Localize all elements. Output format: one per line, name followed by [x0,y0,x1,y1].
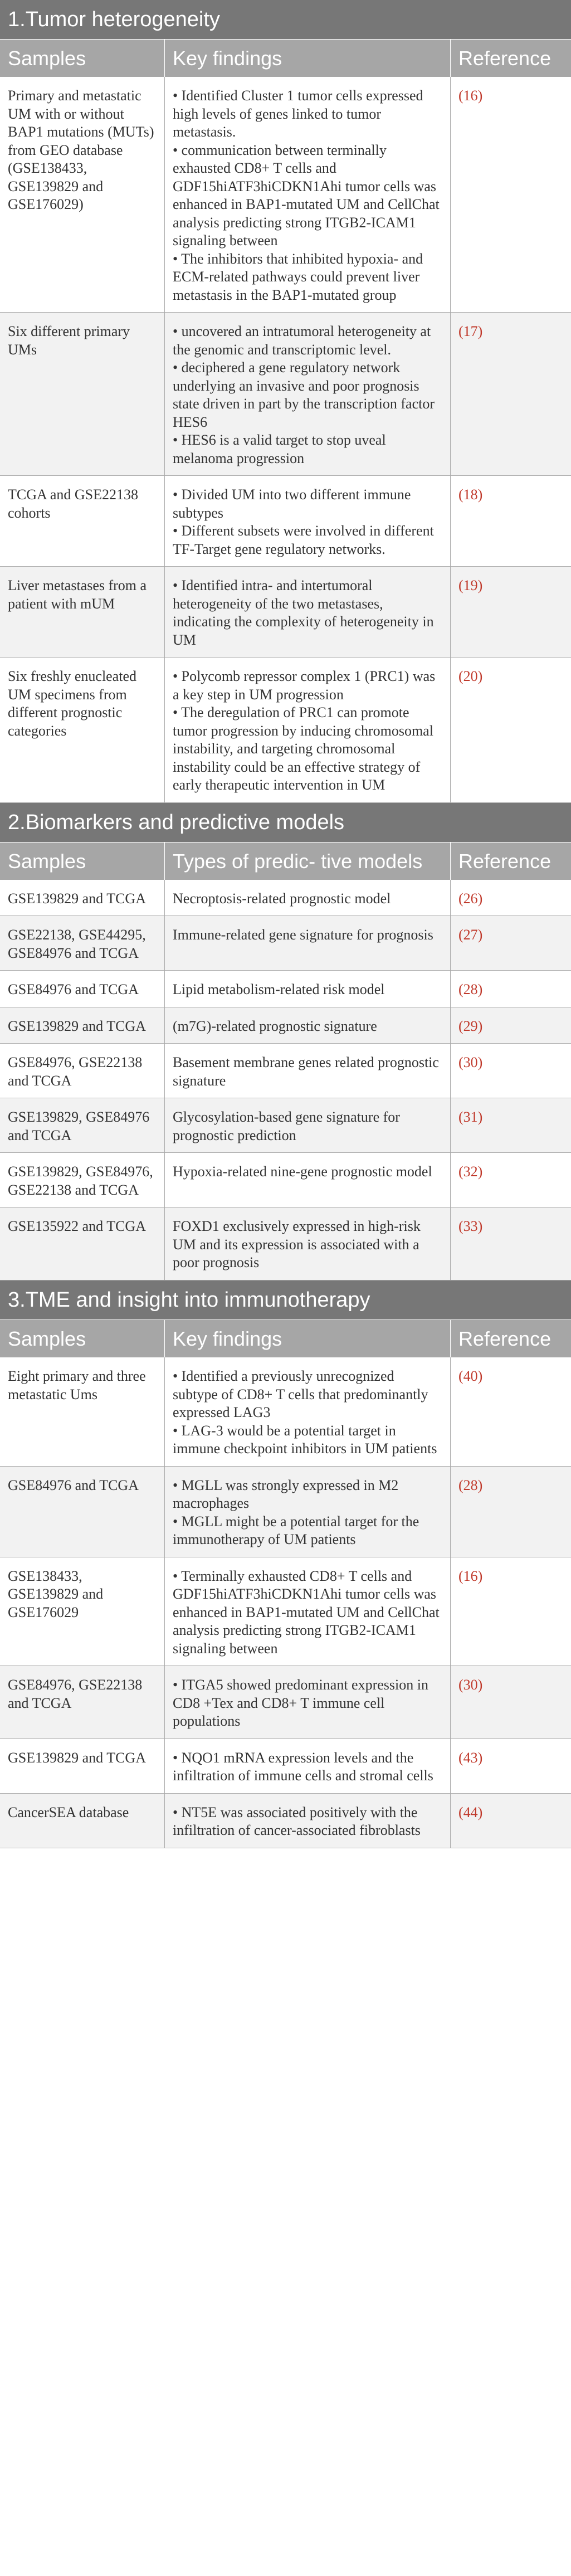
findings-cell [165,476,451,566]
model-cell: Necroptosis-related prognostic model [165,880,451,916]
reference-link[interactable]: (17) [458,323,483,340]
header-reference: Reference [458,47,552,70]
reference-link[interactable]: (28) [458,981,483,998]
section-title: 3.TME and insight into immunotherapy [0,1280,571,1320]
samples-cell: GSE139829, GSE84976, GSE22138 and TCGA [0,1153,165,1207]
model-cell: Lipid metabolism-related risk model [165,971,451,1007]
samples-cell: GSE84976 and TCGA [0,971,165,1007]
finding-item: • ITGA5 showed predominant expression in CD8 +Tex and CD8+ T immune cell populations [173,1677,428,1730]
samples-cell: GSE139829 and TCGA [0,1007,165,1044]
samples-cell: GSE139829 and TCGA [0,1739,165,1793]
table-header [0,40,571,77]
reference-link[interactable]: (26) [458,890,483,907]
findings-cell [165,567,451,657]
header-key-findings: Key findings [165,40,451,77]
finding-item: • Different subsets were involved in different TF-Target gene regulatory networks. [173,523,434,557]
section-title: 1.Tumor heterogeneity [0,0,571,40]
table-row [0,1557,571,1667]
table-row [0,1666,571,1739]
table-row [0,971,571,1007]
table-row [0,476,571,567]
samples-cell: CancerSEA database [0,1794,165,1848]
findings-cell [165,313,451,475]
samples-cell: GSE22138, GSE44295, GSE84976 and TCGA [0,916,165,970]
samples-cell: GSE139829, GSE84976 and TCGA [0,1098,165,1152]
findings-cell [165,1794,451,1848]
table-row [0,1007,571,1044]
findings-cell [165,1557,451,1666]
reference-link[interactable]: (30) [458,1054,483,1071]
table-row [0,567,571,658]
samples-cell: TCGA and GSE22138 cohorts [0,476,165,566]
finding-item: • MGLL might be a potential target for the immunotherapy of UM patients [173,1513,419,1548]
reference-link[interactable]: (44) [458,1804,483,1820]
table-row [0,1739,571,1794]
reference-link[interactable]: (16) [458,1567,483,1584]
reference-link[interactable]: (20) [458,668,483,685]
finding-item: • NT5E was associated positively with the infiltration of cancer-associated fibroblasts [173,1804,421,1839]
findings-cell [165,1666,451,1739]
model-cell: (m7G)-related prognostic signature [165,1007,451,1044]
header-samples: Samples [0,40,165,77]
reference-link[interactable]: (40) [458,1368,483,1385]
samples-cell: GSE139829 and TCGA [0,880,165,916]
reference-link[interactable]: (29) [458,1017,483,1034]
section-biomarkers [0,803,571,1280]
samples-cell: Eight primary and three metastatic Ums [0,1357,165,1466]
header-model-types: Types of predic- tive models [165,843,451,880]
table-row [0,1794,571,1848]
table-header [0,1320,571,1357]
samples-cell: GSE84976, GSE22138 and TCGA [0,1666,165,1739]
model-cell: Glycosylation-based gene signature for prognostic prediction [165,1098,451,1152]
findings-cell [165,77,451,312]
samples-cell: Six freshly enucleated UM specimens from different prognostic categories [0,658,165,802]
model-cell: Immune-related gene signature for prognosis [165,916,451,970]
reference-link[interactable]: (32) [458,1163,483,1180]
finding-item: • uncovered an intratumoral heterogeneity at the genomic and transcriptomic level. [173,323,431,358]
reference-link[interactable]: (27) [458,927,483,943]
finding-item: • LAG-3 would be a potential target in immune checkpoint inhibitors in UM patients [173,1422,437,1457]
table-row [0,880,571,917]
table-row [0,313,571,476]
finding-item: • Polycomb repressor complex 1 (PRC1) was a key step in UM progression [173,668,436,703]
table-row [0,658,571,803]
section-title: 2.Biomarkers and predictive models [0,803,571,843]
reference-link[interactable]: (33) [458,1218,483,1235]
table-row [0,77,571,313]
finding-item: • Identified intra- and intertumoral heterogeneity of the two metastases, indicating the complexity of heterogeneity in UM [173,577,434,648]
header-samples: Samples [0,1320,165,1357]
finding-item: • deciphered a gene regulatory network underlying an invasive and poor prognosis state driven in part by the transcription factor HES6 [173,359,435,430]
table-row [0,1207,571,1280]
samples-cell: GSE84976 and TCGA [0,1467,165,1557]
finding-item: • Identified a previously unrecognized subtype of CD8+ T cells that predominantly expressed LAG3 [173,1368,428,1421]
finding-item: • HES6 is a valid target to stop uveal melanoma progression [173,432,386,466]
finding-item: • Identified Cluster 1 tumor cells expressed high levels of genes linked to tumor metastasis. [173,87,423,140]
reference-link[interactable]: (31) [458,1109,483,1126]
samples-cell: GSE138433, GSE139829 and GSE176029 [0,1557,165,1666]
samples-cell: GSE84976, GSE22138 and TCGA [0,1044,165,1098]
table-row [0,1098,571,1153]
model-cell: Basement membrane genes related prognostic signature [165,1044,451,1098]
finding-item: • communication between terminally exhausted CD8+ T cells and GDF15hiATF3hiCDKN1Ahi tumor cells was enhanced in BAP1-mutated UM and CellChat analysis predicting strong ITGB2-ICAM1 signaling between [173,142,440,249]
table-header [0,843,571,880]
table-row [0,1153,571,1207]
samples-cell: Six different primary UMs [0,313,165,475]
model-cell: FOXD1 exclusively expressed in high-risk UM and its expression is associated with a poor prognosis [165,1207,451,1280]
table-row [0,916,571,971]
header-key-findings: Key findings [165,1320,451,1357]
header-reference: Reference [458,1327,552,1350]
reference-link[interactable]: (30) [458,1677,483,1693]
finding-item: • The deregulation of PRC1 can promote tumor progression by inducing chromosomal instability, and targeting chromosomal instability could be an effective strategy of early therapeutic intervention in UM [173,704,433,793]
section-tumor-heterogeneity [0,0,571,803]
reference-link[interactable]: (28) [458,1477,483,1493]
table-row [0,1467,571,1557]
finding-item: • Divided UM into two different immune subtypes [173,486,411,521]
findings-cell [165,1357,451,1466]
reference-link[interactable]: (43) [458,1749,483,1766]
section-tme-immunotherapy [0,1280,571,1848]
findings-cell [165,1467,451,1557]
samples-cell: Liver metastases from a patient with mUM [0,567,165,657]
finding-item: • The inhibitors that inhibited hypoxia- and ECM-related pathways could prevent liver metastasis in the BAP1-mutated group [173,250,423,303]
samples-cell: GSE135922 and TCGA [0,1207,165,1280]
finding-item: • Terminally exhausted CD8+ T cells and GDF15hiATF3hiCDKN1Ahi tumor cells was enhanced in BAP1-mutated UM and CellChat analysis predicting strong ITGB2-ICAM1 signaling between [173,1567,440,1657]
samples-cell: Primary and metastatic UM with or without BAP1 mutations (MUTs) from GEO database (GSE138433, GSE139829 and GSE176029) [0,77,165,312]
table-row [0,1044,571,1098]
table-row [0,1357,571,1467]
reference-link[interactable]: (16) [458,87,483,104]
reference-link[interactable]: (18) [458,486,483,503]
finding-item: • MGLL was strongly expressed in M2 macrophages [173,1477,399,1512]
reference-link[interactable]: (19) [458,577,483,594]
header-samples: Samples [0,843,165,880]
findings-cell [165,658,451,802]
header-reference: Reference [458,849,552,873]
findings-cell [165,1739,451,1793]
finding-item: • NQO1 mRNA expression levels and the infiltration of immune cells and stromal cells [173,1749,433,1784]
model-cell: Hypoxia-related nine-gene prognostic model [165,1153,451,1207]
